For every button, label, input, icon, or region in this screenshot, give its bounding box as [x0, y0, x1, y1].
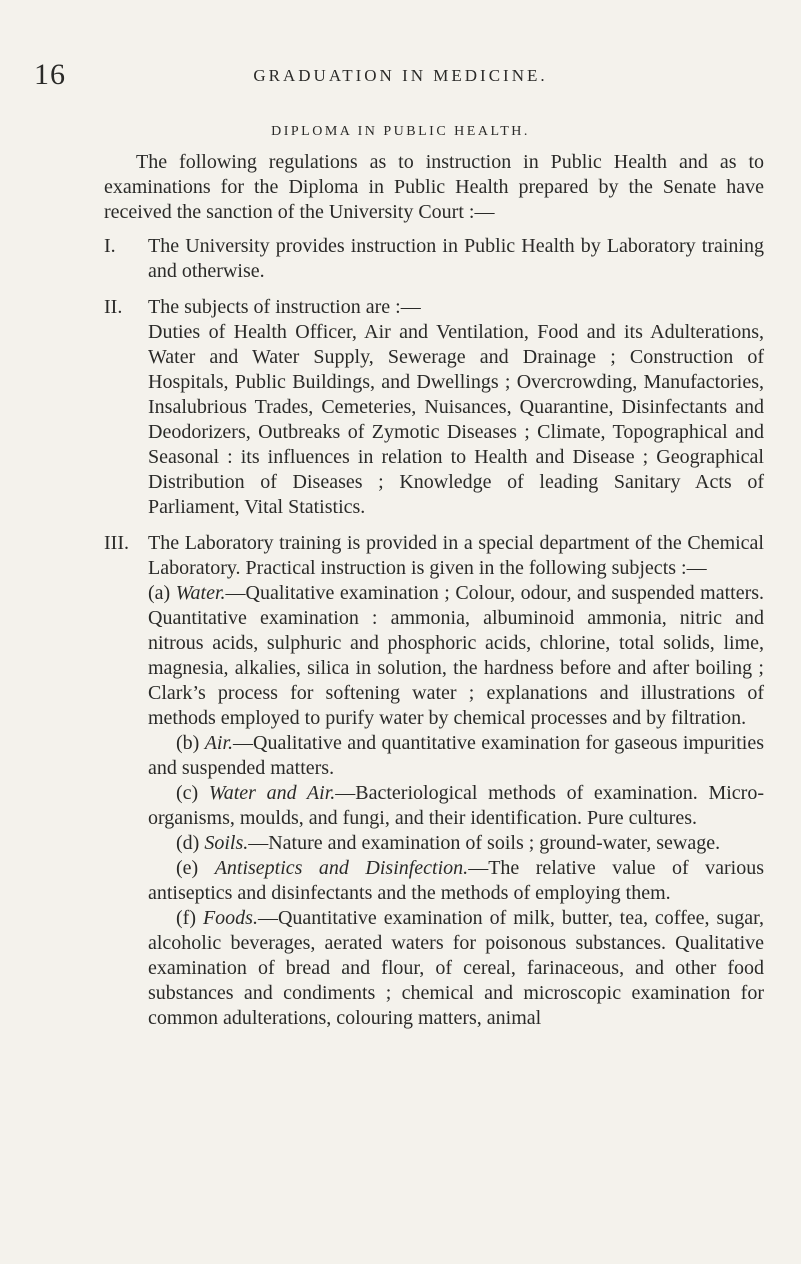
subject-title: Water and Air. [208, 782, 336, 804]
subject-text: —Bacteriological methods of examination. Micro-organisms, moulds, and fungi, and their identification. Pure cultures. [148, 782, 765, 829]
paragraph-number: II. [104, 296, 123, 318]
paragraph-lead: The subjects of instruction are :— [148, 296, 421, 318]
subject-title: Air. [204, 732, 234, 754]
subject-title: Soils. [204, 832, 249, 854]
paragraph-text: The Laboratory training is provided in a special department of the Chemical Laboratory. Practical instruction is given in the following subjects :— [148, 532, 764, 579]
subject-text: —Qualitative examination ; Colour, odour, and suspended matters. Quantitative examination : ammonia, albuminoid ammonia, nitric and nitrous acids, sulphuric and phosphoric acids, chlorine, total solids, lime, magnesia, alkalies, silica in solution, the hardness before and after boiling ; Clark’s process for softening water ; explanations and illustrations of methods employed to purify water by chemical processes and by filtration. [148, 582, 765, 729]
paragraph-number: I. [104, 235, 116, 257]
subject-title: Antiseptics and Disinfection. [214, 857, 469, 879]
intro-paragraph: The following regulations as to instruction in Public Health and as to examinations for the Diploma in Public Health prepared by the Senate have received the sanction of the University Court :— [104, 151, 764, 223]
paragraph-text: The University provides instruction in Public Health by Laboratory training and otherwise. [148, 235, 764, 282]
subject-title: Foods. [202, 907, 258, 929]
paragraph-i [104, 234, 764, 284]
subject-text: —The relative value of various antiseptics and disinfectants and the methods of employing them. [148, 857, 765, 904]
body-text [104, 150, 764, 1042]
subject-water [148, 581, 764, 731]
subject-letter: (b) [176, 732, 200, 754]
subject-title: Water. [175, 582, 226, 604]
paragraph-text: Duties of Health Officer, Air and Ventilation, Food and its Adulterations, Water and Water Supply, Sewerage and Drainage ; Construction of Hospitals, Public Buildings, and Dwellings ; Overcrowding, Manufactories, Insalubrious Trades, Cemeteries, Nuisances, Quarantine, Disinfectants and Deodorizers, Outbreaks of Zymotic Diseases ; Climate, Topographical and Seasonal : its influences in relation to Health and Disease ; Geographical Distribution of Diseases ; Knowledge of leading Sanitary Acts of Parliament, Vital Statistics. [148, 321, 764, 518]
subject-air [148, 731, 764, 781]
subject-water-and-air [148, 781, 764, 831]
paragraph-iii [104, 531, 764, 1031]
subject-letter: (d) [176, 832, 200, 854]
subject-text: —Nature and examination of soils ; ground-water, sewage. [248, 832, 721, 854]
subject-text: —Qualitative and quantitative examination for gaseous impurities and suspended matters. [148, 732, 765, 779]
paragraph-ii [104, 295, 764, 520]
subject-letter: (e) [176, 857, 199, 879]
subject-letter: (f) [176, 907, 196, 929]
subject-text: —Quantitative examination of milk, butter, tea, coffee, sugar, alcoholic beverages, aerated waters for poisonous substances. Qualitative examination of bread and flour, of cereal, farinaceous, and other food substances and condiments ; chemical and microscopic examination for common adulterations, colouring matters, animal [148, 907, 764, 1029]
subject-antiseptics [148, 856, 764, 906]
subject-foods [148, 906, 764, 1031]
running-head: GRADUATION IN MEDICINE. [253, 66, 548, 85]
subject-letter: (a) [148, 582, 171, 604]
page-number: 16 [34, 58, 66, 91]
subject-letter: (c) [176, 782, 199, 804]
paragraph-number: III. [104, 532, 129, 554]
subject-soils [148, 831, 764, 856]
section-title: DIPLOMA IN PUBLIC HEALTH. [271, 124, 530, 139]
